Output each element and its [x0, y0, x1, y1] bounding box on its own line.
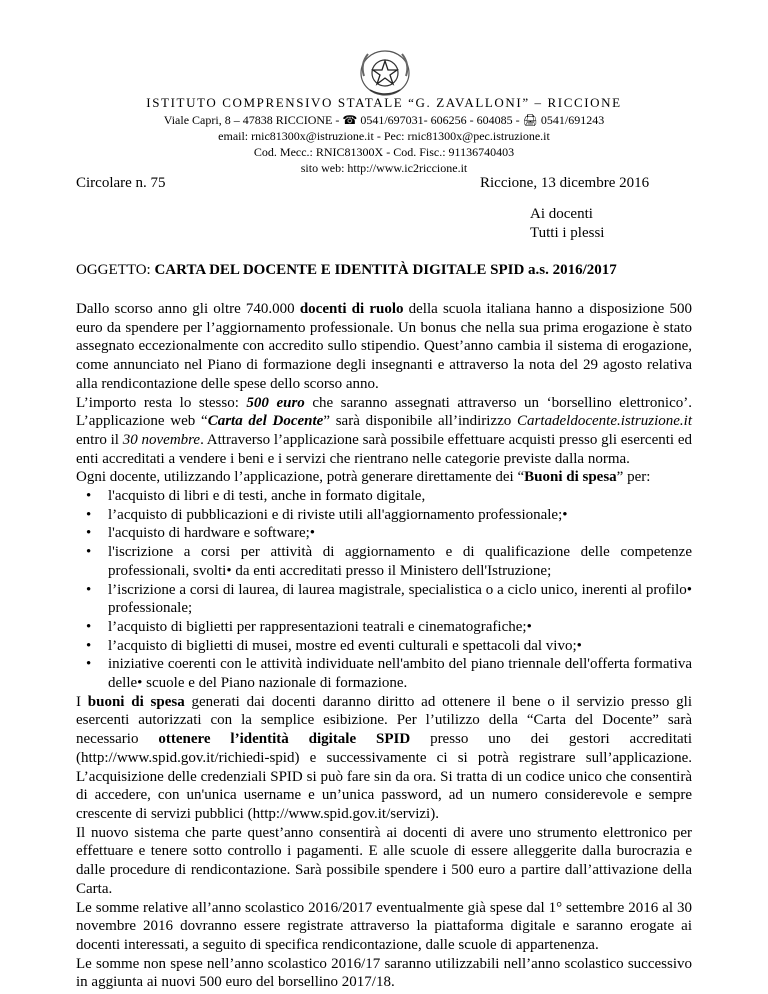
institute-codes: Cod. Mecc.: RNIC81300X - Cod. Fisc.: 91136740403	[253, 145, 515, 159]
circular-number: Circolare n. 75	[76, 175, 166, 191]
list-item: • l'iscrizione a corsi per attività di aggiornamento e di qualificazione delle competenze professionali, svolti• da enti accreditati presso il Ministero dell'Istruzione;	[108, 543, 692, 580]
paragraph: Le somme non spese nell’anno scolastico 2016/17 saranno utilizzabili nell’anno scolastico successivo in aggiunta ai nuovi 500 euro del borsellino 2017/18.	[76, 955, 692, 991]
institute-address: Viale Capri, 8 – 47838 RICCIONE - ☎ 0541/697031- 606256 - 604085 - 🖨 0541/691243	[163, 113, 605, 127]
paragraph: Le somme relative all’anno scolastico 2016/2017 eventualmente già spese dal 1° settembre 2016 al 30 novembre 2016 dovranno essere registrate attraverso la piattaforma digitale e saranno erogate ai docenti interessati, a seguito di specifica rendicontazione, dalle scuole di appartenenza.	[76, 899, 692, 953]
list-item: • l'acquisto di hardware e software;•	[108, 524, 692, 543]
paragraph: I buoni di spesa generati dai docenti daranno diritto ad ottenere il bene o il servizio presso gli esercenti autorizzati con la semplice esibizione. Per l’utilizzo della “Carta del Docente” sarà necessario ottenere l’identità digitale SPID presso uno dei gestori accreditati (http://www.spid.gov.it/richiedi-spid) e successivamente ci si potrà registrare sull’applicazione. L’acquisizione delle credenziali SPID si può fare sin da ora. Si tratta di un codice unico che consentirà di accedere, con un'unica username e un’unica password, ad un numero considerevole e sempre crescente di servizi pubblici (http://www.spid.gov.it/servizi).	[76, 693, 693, 822]
recipient-line: Tutti i plessi	[530, 225, 605, 241]
institute-name: ISTITUTO COMPRENSIVO STATALE “G. ZAVALLONI” – RICCIONE	[146, 95, 622, 110]
list-item: • l’acquisto di biglietti per rappresentazioni teatrali e cinematografiche;•	[108, 618, 692, 637]
list-item: • l’acquisto di biglietti di musei, mostre ed eventi culturali e spettacoli dal vivo;•	[108, 637, 692, 656]
recipient-line: Ai docenti	[530, 206, 593, 222]
institute-email: email: rnic81300x@istruzione.it - Pec: rnic81300x@pec.istruzione.it	[218, 129, 550, 143]
paragraph: Dallo scorso anno gli oltre 740.000 docenti di ruolo della scuola italiana hanno a disposizione 500 euro da spendere per l’aggiornamento professionale. Un bonus che nella sua prima erogazione è stato assegnato eccezionalmente con accredito sullo stipendio. Quest’anno cambia il sistema di erogazione, come annunciato nel Piano di formazione degli insegnanti e attraverso la nota del 29 agosto relativa alla rendicontazione delle spese dello scorso anno.	[76, 301, 692, 392]
paragraph: Il nuovo sistema che parte quest’anno consentirà ai docenti di avere uno strumento elettronico per effettuare e tenere sotto controllo i pagamenti. E alle scuole di essere alleggerite dalla burocrazia e dalle procedure di rendicontazione. Sarà possibile spendere i 500 euro a partire dall’attivazione della Carta.	[76, 824, 692, 897]
list-item: • l’iscrizione a corsi di laurea, di laurea magistrale, specialistica o a ciclo unico, inerenti al profilo• professionale;	[108, 581, 692, 618]
list-item: • iniziative coerenti con le attività individuate nell'ambito del piano triennale dell'offerta formativa delle• scuole e del Piano nazionale di formazione.	[108, 655, 692, 692]
paragraph: Ogni docente, utilizzando l’applicazione, potrà generare direttamente dei “Buoni di spesa” per:	[76, 469, 651, 486]
list-item: • l'acquisto di libri e di testi, anche in formato digitale,	[108, 487, 692, 506]
subject-line	[76, 261, 617, 280]
paragraph: L’importo resta lo stesso: 500 euro che saranno assegnati attraverso un ‘borsellino elettronico’. L’applicazione web “Carta del Docente” sarà disponibile all’indirizzo Cartadeldocente.istruzione.it entro il 30 novembre. Attraverso l’applicazione sarà possibile effettuare acquisti presso gli esercenti ed enti accreditati a vendere i beni e i servizi che rientrano nelle categorie previste dalla norma.	[76, 394, 693, 467]
republic-emblem-icon	[356, 46, 414, 98]
purchase-list	[76, 487, 692, 693]
subject-text: CARTA DEL DOCENTE E IDENTITÀ DIGITALE SPID a.s. 2016/2017	[154, 262, 617, 278]
document-body	[76, 300, 692, 992]
document-date: Riccione, 13 dicembre 2016	[480, 175, 650, 191]
list-item: • l’acquisto di pubblicazioni e di riviste utili all'aggiornamento professionale;•	[108, 506, 692, 525]
institute-website: sito web: http://www.ic2riccione.it	[300, 161, 468, 175]
subject-label: OGGETTO:	[76, 262, 155, 278]
